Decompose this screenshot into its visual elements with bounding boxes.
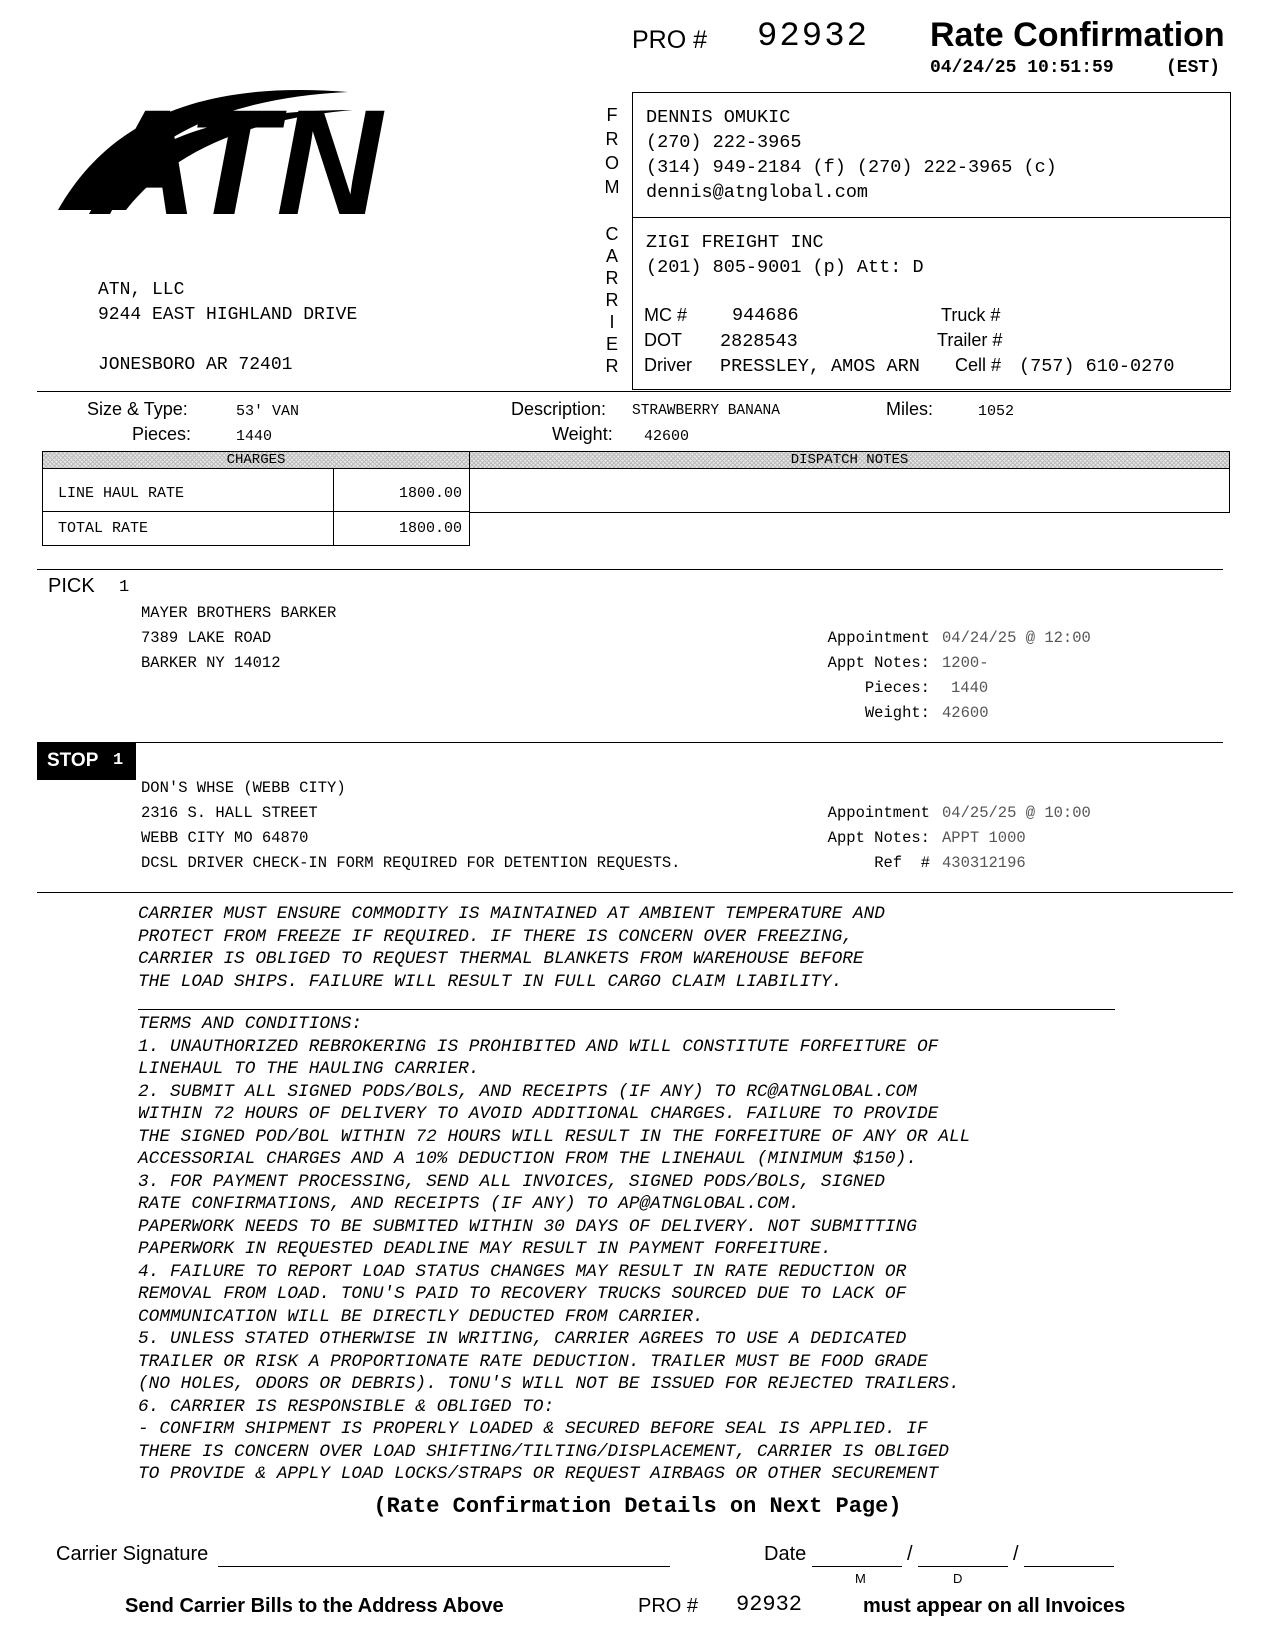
notice-line: CARRIER MUST ENSURE COMMODITY IS MAINTAINED AT AMBIENT TEMPERATURE AND: [138, 904, 885, 924]
date-label: Date: [764, 1543, 807, 1565]
pick-appt-notes-value: 1200-: [942, 654, 989, 672]
pro-label: PRO #: [632, 26, 708, 54]
from-letter: O: [604, 153, 619, 173]
carrier-letter: R: [605, 268, 619, 288]
from-email: dennis@atnglobal.com: [646, 182, 869, 203]
trailer-label: Trailer #: [937, 330, 1003, 350]
terms-line: LINEHAUL TO THE HAULING CARRIER.: [138, 1059, 480, 1079]
stop-label: STOP: [47, 750, 99, 771]
terms-line: 1. UNAUTHORIZED REBROKERING IS PROHIBITED AND WILL CONSTITUTE FORFEITURE OF: [138, 1036, 939, 1057]
document-datetime: 04/24/25 10:51:59: [930, 58, 1114, 78]
company-name: ATN, LLC: [98, 280, 185, 300]
from-letter: F: [606, 105, 618, 125]
stop-ref-label: Ref #: [874, 854, 930, 872]
notice-block: [138, 903, 885, 993]
date-month-line[interactable]: [812, 1566, 902, 1567]
charges-header-label: CHARGES: [226, 452, 286, 468]
charge-amount: 1800.00: [398, 485, 462, 502]
description-value: STRAWBERRY BANANA: [632, 403, 780, 419]
pick-street: 7389 LAKE ROAD: [141, 629, 272, 647]
date-day-line[interactable]: [918, 1566, 1008, 1567]
atn-logo: [48, 62, 388, 222]
logo-text: ATN: [88, 78, 385, 222]
stop-name: DON'S WHSE (WEBB CITY): [141, 779, 346, 797]
stop-street: 2316 S. HALL STREET: [141, 804, 318, 822]
must-appear-note: must appear on all Invoices: [863, 1595, 1126, 1617]
carrier-letter: I: [609, 312, 615, 332]
signature-line[interactable]: [218, 1566, 670, 1567]
stop-appointment-label: Appointment: [827, 804, 930, 822]
notice-line: THE LOAD SHIPS. FAILURE WILL RESULT IN FULL CARGO CLAIM LIABILITY.: [138, 971, 843, 992]
stop-appt-notes-value: APPT 1000: [942, 829, 1026, 847]
pick-city: BARKER NY 14012: [141, 654, 281, 672]
terms-line: THERE IS CONCERN OVER LOAD SHIFTING/TILTING/DISPLACEMENT, CARRIER IS OBLIGED: [138, 1441, 949, 1462]
section-divider: [37, 742, 1223, 743]
header-divider: [37, 391, 1231, 392]
miles-label: Miles:: [886, 399, 934, 419]
terms-line: TRAILER OR RISK A PROPORTIONATE RATE DEDUCTION. TRAILER MUST BE FOOD GRADE: [138, 1351, 928, 1372]
terms-line: REMOVAL FROM LOAD. TONU'S PAID TO RECOVERY TRUCKS SOURCED DUE TO LACK OF: [138, 1284, 907, 1304]
stop-note: DCSL DRIVER CHECK-IN FORM REQUIRED FOR DETENTION REQUESTS.: [141, 854, 681, 872]
from-letter: M: [604, 177, 620, 197]
stop-appt-notes-label: Appt Notes:: [827, 829, 930, 847]
terms-line: (NO HOLES, ODORS OR DEBRIS). TONU'S WILL NOT BE ISSUED FOR REJECTED TRAILERS.: [138, 1374, 960, 1394]
from-name: DENNIS OMUKIC: [646, 107, 791, 128]
terms-line: PAPERWORK NEEDS TO BE SUBMITED WITHIN 30 DAYS OF DELIVERY. NOT SUBMITTING: [138, 1216, 917, 1237]
stop-ref-value: 430312196: [942, 854, 1026, 872]
pick-name: MAYER BROTHERS BARKER: [141, 604, 337, 622]
date-month-caption: M: [855, 1571, 866, 1586]
size-type-value: 53' VAN: [236, 403, 300, 420]
send-bills-note: Send Carrier Bills to the Address Above: [125, 1595, 504, 1617]
dispatch-notes-header-label: DISPATCH NOTES: [790, 452, 909, 468]
carrier-letter: C: [605, 224, 619, 244]
mc-value: 944686: [732, 305, 799, 326]
terms-line: ACCESSORIAL CHARGES AND A 10% DEDUCTION FROM THE LINEHAUL (MINIMUM $150).: [138, 1149, 917, 1169]
from-phones-line: (314) 949-2184 (f) (270) 222-3965 (c): [646, 157, 1057, 178]
terms-line: WITHIN 72 HOURS OF DELIVERY TO AVOID ADDITIONAL CHARGES. FAILURE TO PROVIDE: [138, 1104, 939, 1124]
truck-label: Truck #: [941, 305, 1001, 325]
footer-pro-number: 92932: [736, 1592, 803, 1617]
notice-line: CARRIER IS OBLIGED TO REQUEST THERMAL BLANKETS FROM WAREHOUSE BEFORE: [138, 949, 864, 969]
section-divider: [37, 892, 1233, 893]
stop-city: WEBB CITY MO 64870: [141, 829, 309, 847]
dot-label: DOT: [644, 330, 682, 350]
carrier-letter: R: [605, 290, 619, 310]
terms-line: COMMUNICATION WILL BE DIRECTLY DEDUCTED FROM CARRIER.: [138, 1306, 704, 1327]
miles-value: 1052: [978, 403, 1015, 420]
pick-appointment-value: 04/24/25 @ 12:00: [942, 629, 1091, 647]
mc-label: MC #: [644, 305, 688, 325]
terms-divider: [138, 1009, 1115, 1010]
driver-value: PRESSLEY, AMOS ARN: [720, 356, 920, 377]
cell-label: Cell #: [955, 355, 1002, 375]
carrier-phone: (201) 805-9001 (p) Att: D: [646, 257, 924, 278]
weight-label: Weight:: [552, 424, 613, 444]
carrier-letter: A: [605, 246, 618, 266]
footer-pro-label: PRO #: [638, 1595, 699, 1617]
document-timezone: (EST): [1166, 58, 1221, 78]
terms-line: THE SIGNED POD/BOL WITHIN 72 HOURS WILL RESULT IN THE FORFEITURE OF ANY OR ALL: [138, 1126, 971, 1147]
terms-line: 6. CARRIER IS RESPONSIBLE & OBLIGED TO:: [138, 1396, 555, 1417]
pick-pieces-value: 1440: [951, 679, 989, 697]
terms-line: 4. FAILURE TO REPORT LOAD STATUS CHANGES MAY RESULT IN RATE REDUCTION OR: [138, 1261, 907, 1282]
terms-line: PAPERWORK IN REQUESTED DEADLINE MAY RESULT IN PAYMENT FORFEITURE.: [138, 1239, 832, 1259]
terms-line: - CONFIRM SHIPMENT IS PROPERLY LOADED & SECURED BEFORE SEAL IS APPLIED. IF: [138, 1419, 928, 1439]
pick-pieces-label: Pieces:: [864, 679, 930, 697]
pick-label: PICK: [48, 575, 95, 597]
terms-line: 5. UNLESS STATED OTHERWISE IN WRITING, CARRIER AGREES TO USE A DEDICATED: [138, 1329, 907, 1349]
pieces-label: Pieces:: [132, 424, 192, 444]
terms-line: TERMS AND CONDITIONS:: [138, 1014, 363, 1034]
carrier-letter: E: [605, 334, 618, 354]
pick-appt-notes-label: Appt Notes:: [827, 654, 930, 672]
charge-label: LINE HAUL RATE: [58, 485, 185, 502]
stop-appointment-value: 04/25/25 @ 10:00: [942, 804, 1091, 822]
stop-number: 1: [113, 751, 124, 770]
company-city: JONESBORO AR 72401: [98, 355, 293, 375]
dot-value: 2828543: [720, 331, 798, 352]
carrier-letter: R: [605, 356, 619, 376]
notice-line: PROTECT FROM FREEZE IF REQUIRED. IF THERE IS CONCERN OVER FREEZING,: [138, 926, 853, 947]
from-phone: (270) 222-3965: [646, 132, 802, 153]
date-year-line[interactable]: [1024, 1566, 1114, 1567]
pick-number: 1: [119, 578, 130, 597]
cell-value: (757) 610-0270: [1019, 356, 1175, 377]
driver-label: Driver: [644, 355, 692, 375]
date-separator: /: [1013, 1543, 1019, 1565]
description-label: Description:: [511, 399, 607, 419]
section-divider: [37, 569, 1223, 570]
company-street: 9244 EAST HIGHLAND DRIVE: [98, 305, 358, 325]
charge-label: TOTAL RATE: [58, 520, 149, 537]
carrier-name: ZIGI FREIGHT INC: [646, 232, 824, 253]
terms-line: RATE CONFIRMATIONS, AND RECEIPTS (IF ANY) TO AP@ATNGLOBAL.COM.: [138, 1194, 800, 1214]
pick-weight-label: Weight:: [864, 704, 930, 722]
date-day-caption: D: [953, 1571, 963, 1586]
signature-label: Carrier Signature: [56, 1543, 209, 1565]
terms-block: [138, 1013, 970, 1486]
terms-line: 3. FOR PAYMENT PROCESSING, SEND ALL INVOICES, SIGNED PODS/BOLS, SIGNED: [138, 1171, 885, 1192]
terms-line: TO PROVIDE & APPLY LOAD LOCKS/STRAPS OR REQUEST AIRBAGS OR OTHER SECUREMENT: [138, 1464, 939, 1484]
size-type-label: Size & Type:: [87, 399, 188, 419]
charge-amount: 1800.00: [398, 520, 462, 537]
pro-number: 92932: [757, 18, 870, 56]
from-carrier-divider: [632, 217, 1231, 218]
dispatch-notes-body: [469, 468, 1230, 513]
weight-value: 42600: [644, 428, 690, 445]
from-letter: R: [605, 129, 619, 149]
document-title: Rate Confirmation: [930, 16, 1225, 54]
date-separator: /: [907, 1543, 913, 1565]
terms-line: 2. SUBMIT ALL SIGNED PODS/BOLS, AND RECEIPTS (IF ANY) TO RC@ATNGLOBAL.COM: [138, 1081, 917, 1102]
next-page-note: (Rate Confirmation Details on Next Page): [373, 1494, 902, 1519]
pieces-value: 1440: [236, 428, 273, 445]
pick-appointment-label: Appointment: [827, 629, 930, 647]
pick-weight-value: 42600: [942, 704, 989, 722]
